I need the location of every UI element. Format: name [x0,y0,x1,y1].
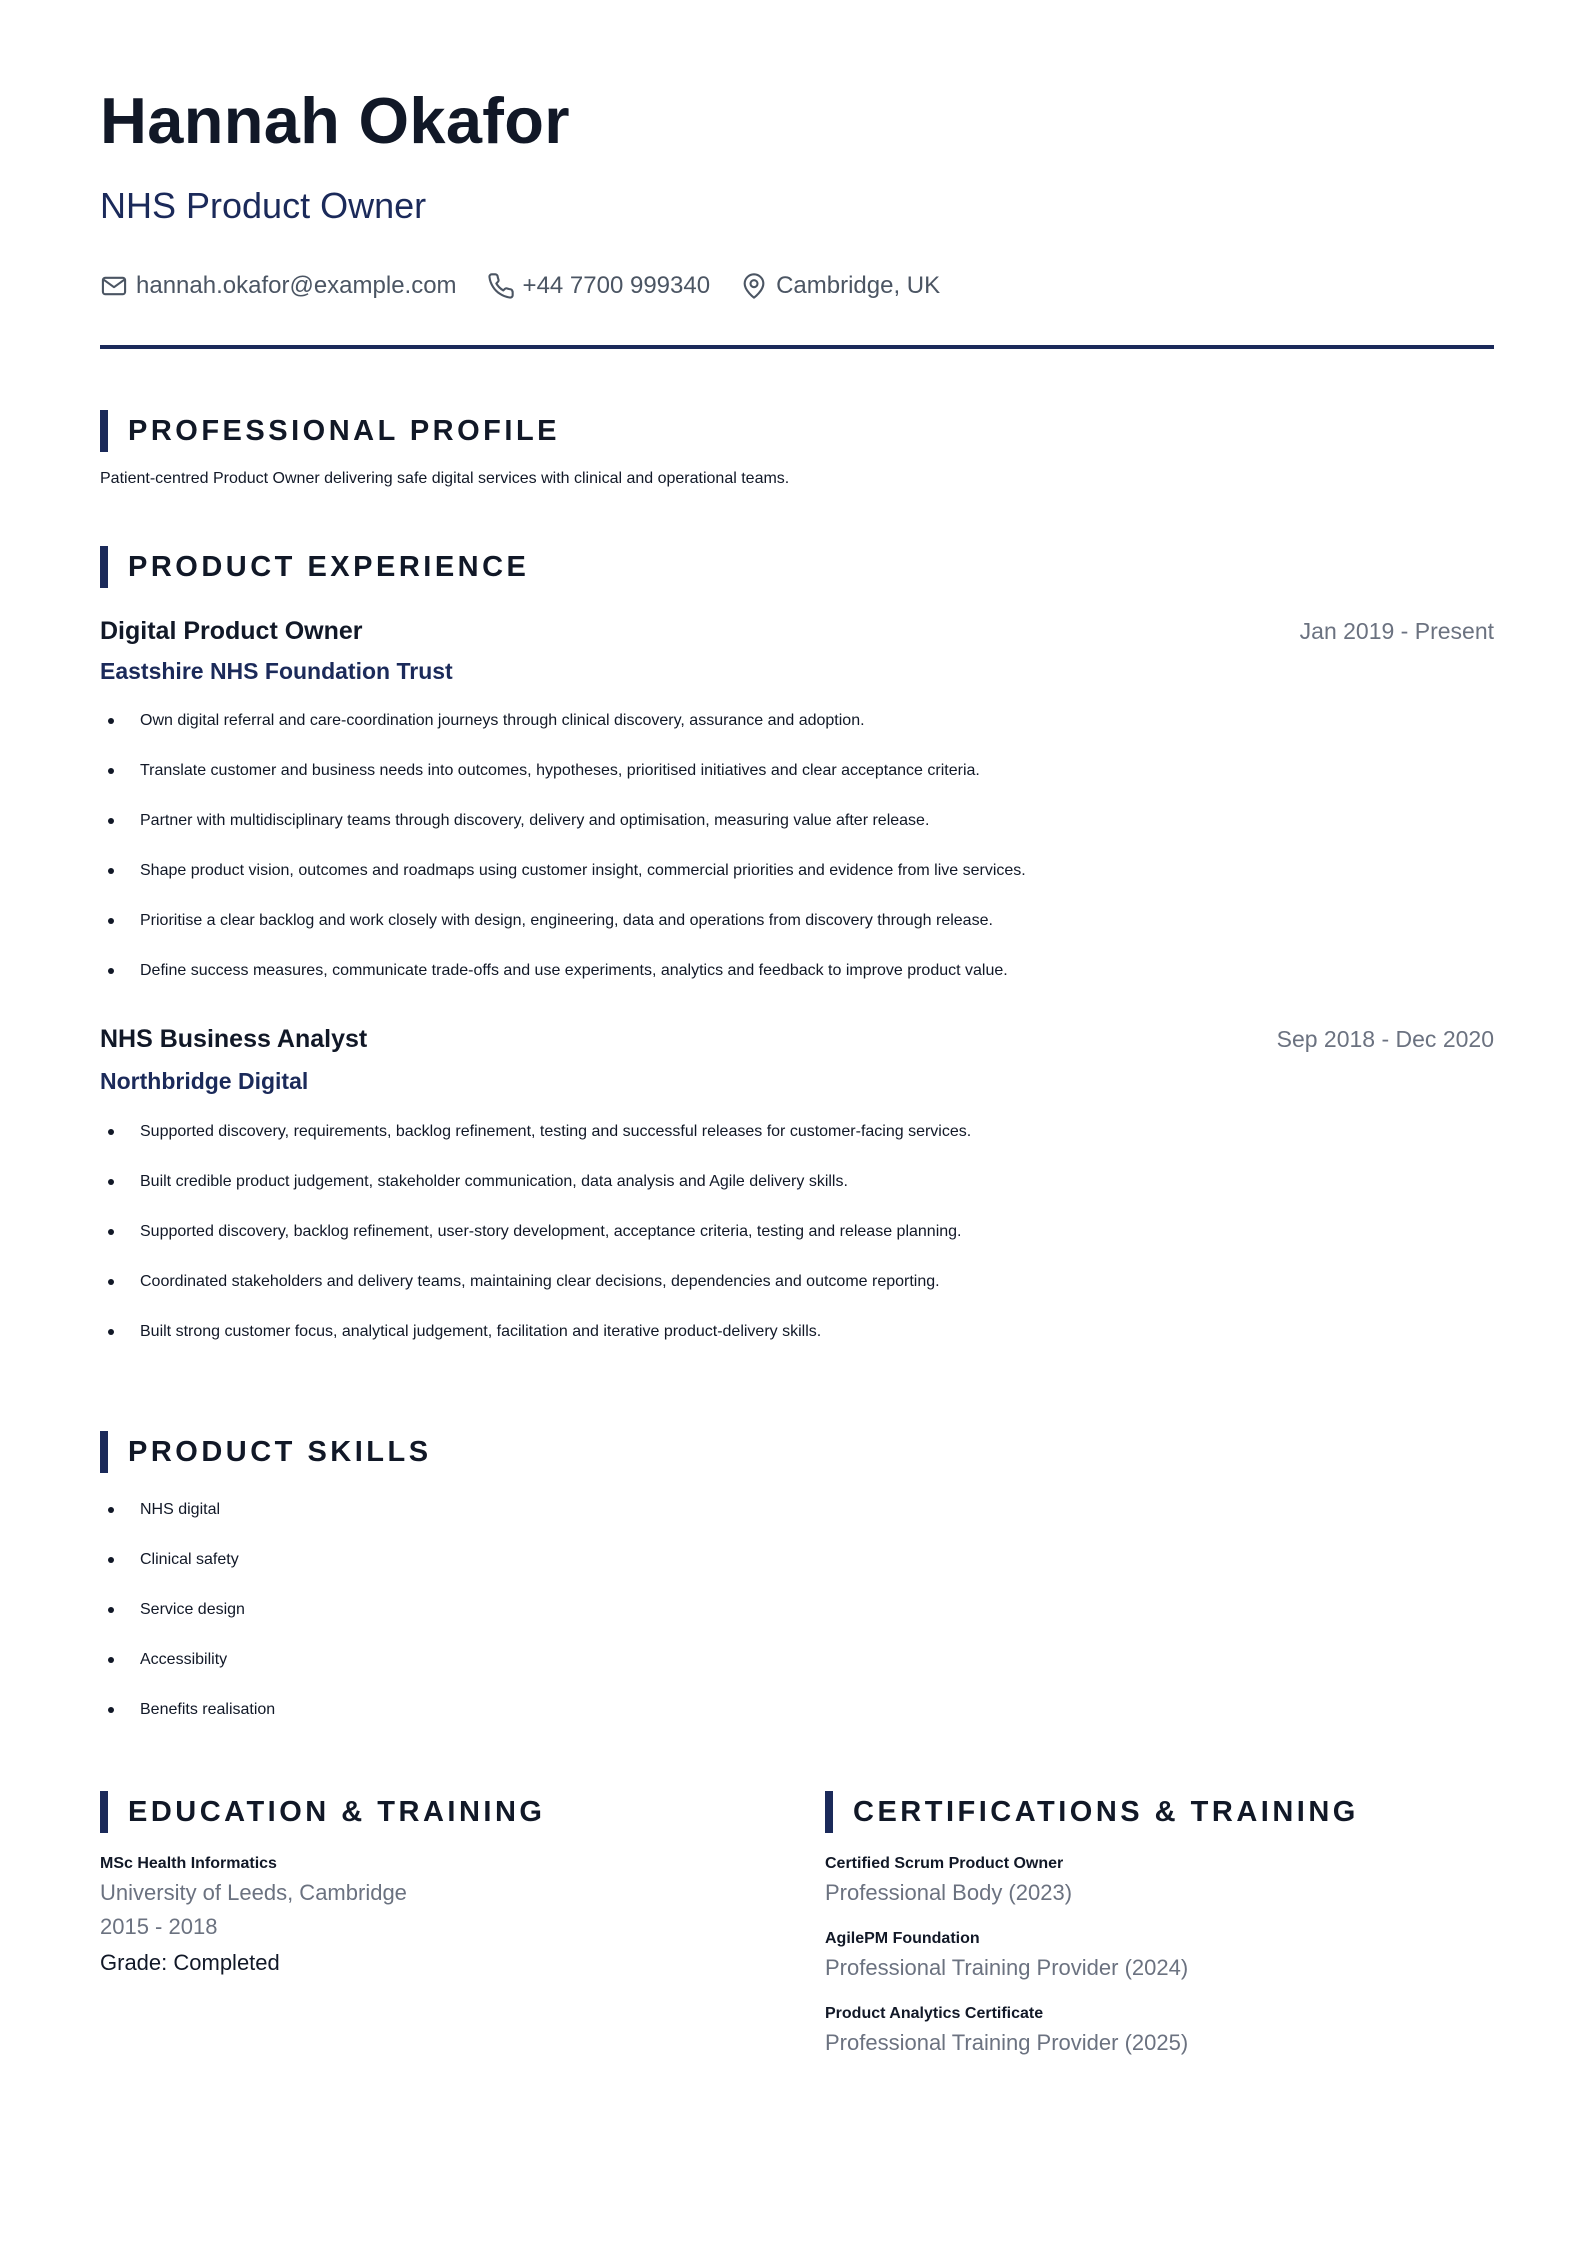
candidate-title: NHS Product Owner [100,185,427,226]
section-profile-heading [100,410,560,452]
list-item: Prioritise a clear backlog and work closely with design, engineering, data and operations from discovery through release. [100,911,1494,961]
section-title: EDUCATION & TRAINING [128,1795,546,1828]
section-skills-heading [100,1431,432,1473]
section-certifications-heading [825,1791,1359,1833]
location-text: Cambridge, UK [776,272,941,299]
list-item: Built credible product judgement, stakeholder communication, data analysis and Agile delivery skills. [100,1172,1494,1222]
contact-bar [100,272,970,300]
job-dates: Sep 2018 - Dec 2020 [1276,1026,1494,1052]
section-accent-bar [100,410,108,452]
skills-list [100,1500,700,1750]
section-accent-bar [100,546,108,588]
education-grade: Grade: Completed [100,1950,280,1975]
skill-item: Benefits realisation [100,1700,700,1750]
certification-name: Certified Scrum Product Owner [825,1855,1064,1872]
section-accent-bar [825,1791,833,1833]
location-pin-icon [740,272,768,300]
job-bullets [100,1122,1494,1372]
skill-item: Accessibility [100,1650,700,1700]
job-bullets [100,711,1494,1011]
mail-icon [100,272,128,300]
job-company: Eastshire NHS Foundation Trust [100,658,453,684]
certification-issuer: Professional Training Provider (2025) [825,2030,1189,2055]
section-title: PRODUCT SKILLS [128,1435,432,1468]
phone-text: +44 7700 999340 [522,272,711,299]
skill-item: NHS digital [100,1500,700,1550]
list-item: Built strong customer focus, analytical judgement, facilitation and iterative product-delivery skills. [100,1322,1494,1372]
list-item: Shape product vision, outcomes and roadmaps using customer insight, commercial priorities and evidence from live services. [100,861,1494,911]
education-institution: University of Leeds, Cambridge [100,1880,407,1905]
list-item: Supported discovery, requirements, backlog refinement, testing and successful releases for customer-facing services. [100,1122,1494,1172]
list-item: Define success measures, communicate trade-offs and use experiments, analytics and feedback to improve product value. [100,961,1494,1011]
contact-location [740,272,940,300]
candidate-name: Hannah Okafor [100,84,570,157]
certification-name: Product Analytics Certificate [825,2005,1044,2022]
certification-issuer: Professional Body (2023) [825,1880,1073,1905]
section-title: CERTIFICATIONS & TRAINING [853,1795,1359,1828]
skill-item: Clinical safety [100,1550,700,1600]
contact-phone[interactable] [487,272,711,300]
contact-email[interactable] [100,272,457,300]
section-title: PROFESSIONAL PROFILE [128,414,561,447]
certification-issuer: Professional Training Provider (2024) [825,1955,1189,1980]
section-title: PRODUCT EXPERIENCE [128,550,530,583]
list-item: Supported discovery, backlog refinement, user-story development, acceptance criteria, testing and release planning. [100,1222,1494,1272]
job-title: NHS Business Analyst [100,1025,368,1053]
list-item: Partner with multidisciplinary teams through discovery, delivery and optimisation, measuring value after release. [100,811,1494,861]
header-divider [100,345,1494,349]
profile-summary: Patient-centred Product Owner delivering safe digital services with clinical and operational teams. [100,470,790,487]
section-education-heading [100,1791,545,1833]
job-company: Northbridge Digital [100,1068,309,1094]
email-text: hannah.okafor@example.com [136,272,457,299]
certification-name: AgilePM Foundation [825,1930,980,1947]
section-experience-heading [100,546,529,588]
education-years: 2015 - 2018 [100,1914,218,1939]
section-accent-bar [100,1791,108,1833]
list-item: Coordinated stakeholders and delivery teams, maintaining clear decisions, dependencies and outcome reporting. [100,1272,1494,1322]
phone-icon [487,272,515,300]
list-item: Own digital referral and care-coordination journeys through clinical discovery, assurance and adoption. [100,711,1494,761]
list-item: Translate customer and business needs into outcomes, hypotheses, prioritised initiatives and clear acceptance criteria. [100,761,1494,811]
job-dates: Jan 2019 - Present [1299,618,1494,644]
education-degree: MSc Health Informatics [100,1855,277,1872]
skill-item: Service design [100,1600,700,1650]
section-accent-bar [100,1431,108,1473]
job-title: Digital Product Owner [100,617,363,645]
